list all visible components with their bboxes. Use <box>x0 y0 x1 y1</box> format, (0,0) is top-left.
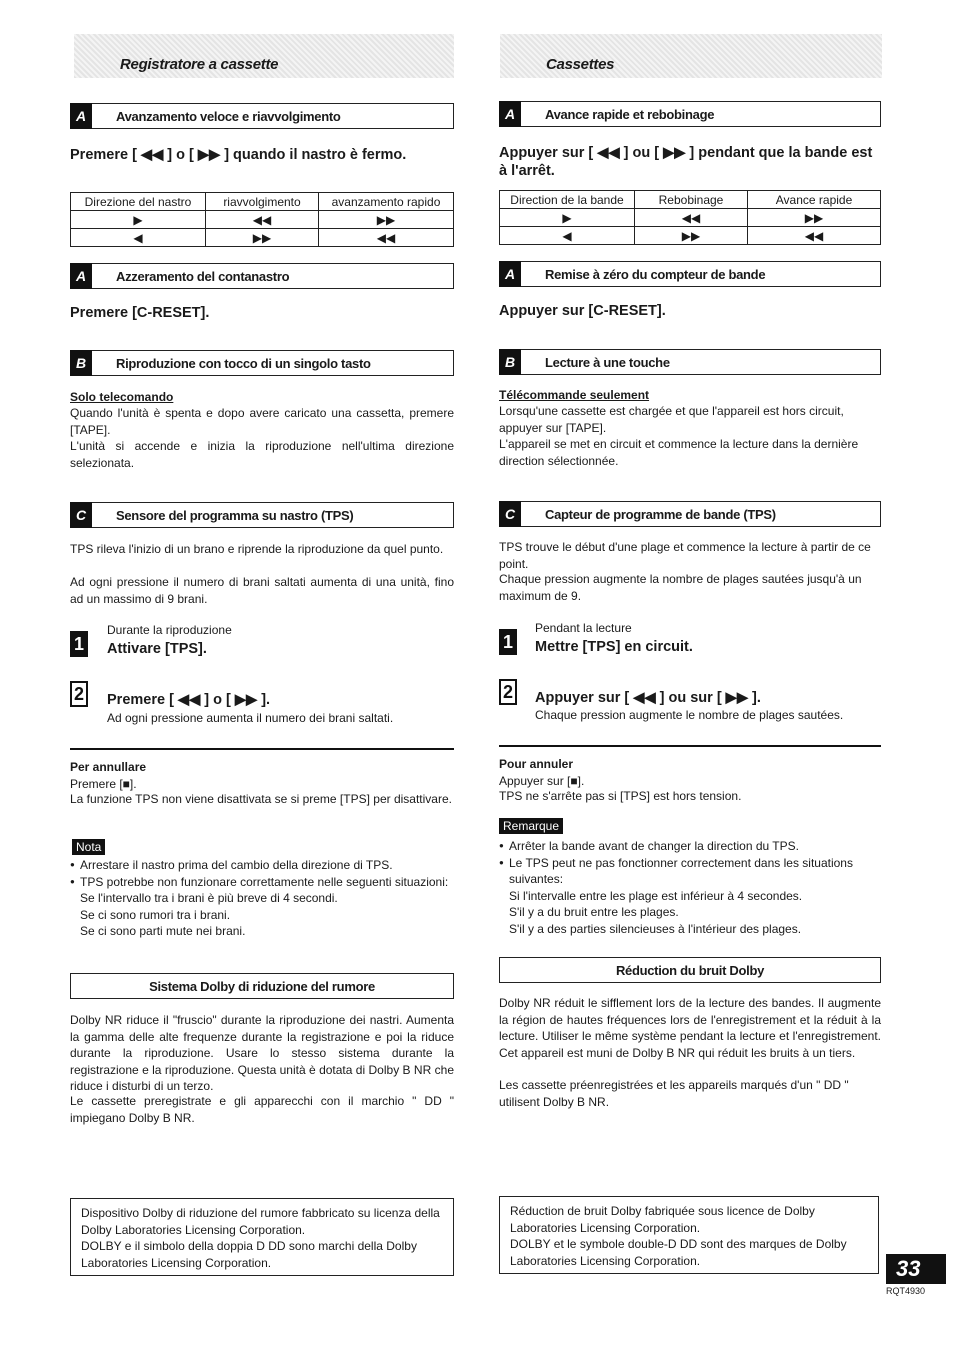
section-letter: A <box>499 261 521 287</box>
list-item: Se ci sono rumori tra i brani. <box>80 907 231 922</box>
dolby-header-it <box>70 973 454 999</box>
step-2-marker: 2 <box>499 679 517 705</box>
step-1-marker: 1 <box>70 631 88 657</box>
remote-only-label-it: Solo telecomando <box>70 390 174 404</box>
step-1-text-it: Attivare [TPS]. <box>107 641 207 657</box>
list-item: Si l'intervalle entre les plage est inférieur à 4 secondes. <box>509 888 803 903</box>
cancel-1-it: Premere [■]. <box>70 777 137 791</box>
table-cell: ◀◀ <box>319 229 454 247</box>
section-letter: A <box>70 263 92 289</box>
license-text-2: DOLBY e il simbolo della doppia D DD sono marchi della Dolby Laboratories Licensing Corporation. <box>81 1239 417 1270</box>
section-letter: A <box>499 101 521 127</box>
section-title: Sistema Dolby di riduzione del rumore <box>149 979 375 994</box>
notes-list-fr <box>499 838 883 937</box>
remote-only-label-fr: Télécommande seulement <box>499 388 650 402</box>
paragraph-c1-fr: TPS trouve le début d'une plage et commence la lecture à partir de ce point. <box>499 540 871 571</box>
dolby-text-it: Dolby NR riduce il "fruscio" durante la riproduzione dei nastri. Aumenta la gamma delle alte frequenze durante la registrazione e poi la riduce durante la riproduzione. Usare lo stesso sistema durante la registrazione e la riproduzione. Questa unità è dotata di Dolby B NR che riduce i disturbi di un terzo. <box>70 1013 454 1093</box>
list-item: S'il y a des parties silencieuses à l'intérieur des plages. <box>509 921 802 936</box>
table-header: Rebobinage <box>635 191 748 209</box>
list-item: ● Le TPS peut ne pas fonctionner correctement dans les situations suivantes: <box>499 855 883 888</box>
step-2-note-fr: Chaque pression augmente le nombre de plages sautées. <box>535 708 844 722</box>
divider-fr <box>499 745 881 747</box>
section-header-b-fr <box>499 349 881 375</box>
table-header: riavvolgimento <box>206 193 319 211</box>
cancel-2-it: La funzione TPS non viene disattivata se si preme [TPS] per disattivare. <box>70 792 452 806</box>
banner-title-it: Registratore a cassette <box>120 56 279 73</box>
cancel-title-fr: Pour annuler <box>499 757 574 771</box>
section-title: Azzeramento del contanastro <box>116 269 290 284</box>
list-item: ● Arrêter la bande avant de changer la direction du TPS. <box>499 838 883 855</box>
license-text: Dispositivo Dolby di riduzione del rumore fabbricato su licenza della Dolby Laboratories Licensing Corporation. <box>81 1206 440 1237</box>
section-letter: B <box>70 350 92 376</box>
table-row <box>500 209 881 227</box>
direction-table-it <box>70 192 454 247</box>
banner-title-fr: Cassettes <box>546 56 615 73</box>
step-1-note-fr: Pendant la lecture <box>535 621 632 635</box>
paragraph-c2-fr: Chaque pression augmente la nombre de plages sautées jusqu'à un maximum de 9. <box>499 572 862 603</box>
table-cell: ▶ <box>71 211 206 229</box>
table-header: avanzamento rapido <box>319 193 454 211</box>
section-title: Avanzamento veloce e riavvolgimento <box>116 109 341 124</box>
dolby-text2-it: Le cassette preregistrate e gli apparecchi con il marchio " DD " impiegano Dolby B NR. <box>70 1094 454 1125</box>
table-cell: ◀ <box>71 229 206 247</box>
dolby-text2-fr: Les cassette préenregistrées et les appareils marqués d'un " DD " utilisent Dolby B NR. <box>499 1078 849 1109</box>
section-letter: A <box>70 103 92 129</box>
table-cell: ◀◀ <box>748 227 881 245</box>
paragraph-b1-it: Quando l'unità è spenta e dopo avere caricato una cassetta, premere [TAPE]. <box>70 406 454 437</box>
section-header-a1-fr <box>499 101 881 127</box>
paragraph-c2-it: Ad ogni pressione il numero di brani saltati aumenta di una unità, fino ad un massimo di 9 brani. <box>70 575 454 606</box>
table-cell: ▶▶ <box>635 227 748 245</box>
dolby-header-fr <box>499 957 881 983</box>
table-cell: ▶▶ <box>206 229 319 247</box>
section-header-c-it <box>70 502 454 528</box>
table-cell: ▶ <box>500 209 635 227</box>
section-header-b-it <box>70 350 454 376</box>
document-code: RQT4930 <box>886 1286 926 1296</box>
step-2-marker: 2 <box>70 681 88 707</box>
step-1-marker: 1 <box>499 629 517 655</box>
section-header-c-fr <box>499 501 881 527</box>
instruction-a1-it: Premere [ ◀◀ ] o [ ▶▶ ] quando il nastro è fermo. <box>70 147 407 163</box>
cancel-2-fr: TPS ne s'arrête pas si [TPS] est hors tension. <box>499 789 742 803</box>
step-2-note-it: Ad ogni pressione aumenta il numero dei brani saltati. <box>107 711 394 725</box>
step-1-note-it: Durante la riproduzione <box>107 623 232 637</box>
table-header-row <box>500 191 881 209</box>
instruction-a1-fr: Appuyer sur [ ◀◀ ] ou [ ▶▶ ] pendant que la bande est à l'arrêt. <box>499 145 873 179</box>
banner-it <box>74 34 454 78</box>
section-letter: C <box>70 502 92 528</box>
list-item: Se ci sono parti mute nei brani. <box>80 924 246 938</box>
dolby-text-fr: Dolby NR réduit le sifflement lors de la lecture des bandes. Il augmente la région de hautes fréquences lors de l'enregistrement et la réduit à la lecture. Utiliser le même système pendant la lecture et l'enregistrement. Cet appareil est muni de Dolby B NR qui réduit les bruits à un tiers. <box>499 996 881 1060</box>
note-label-it <box>72 838 105 856</box>
paragraph-b2-fr: L'appareil se met en circuit et commence la lecture dans la dernière direction sélectionnée. <box>499 437 859 468</box>
note-label: Remarque <box>499 818 563 834</box>
list-item: S'il y a du bruit entre les plages. <box>509 905 679 919</box>
direction-table-fr <box>499 190 881 245</box>
section-header-a1-it <box>70 103 454 129</box>
table-cell: ◀◀ <box>635 209 748 227</box>
license-box-fr <box>499 1196 879 1274</box>
section-title: Riproduzione con tocco di un singolo tasto <box>116 356 371 371</box>
notes-list-it <box>70 857 454 940</box>
instruction-a2-it: Premere [C-RESET]. <box>70 305 210 321</box>
section-title: Sensore del programma su nastro (TPS) <box>116 508 354 523</box>
step-2-text-it: Premere [ ◀◀ ] o [ ▶▶ ]. <box>107 692 271 708</box>
table-cell: ◀ <box>500 227 635 245</box>
instruction-a2-fr: Appuyer sur [C-RESET]. <box>499 303 666 319</box>
list-item: Se l'intervallo tra i brani è più breve di 4 secondi. <box>80 891 338 905</box>
section-title: Remise à zéro du compteur de bande <box>545 267 766 282</box>
section-title: Lecture à une touche <box>545 355 670 370</box>
cancel-title-it: Per annullare <box>70 760 147 774</box>
section-title: Avance rapide et rebobinage <box>545 107 715 122</box>
license-text: Réduction de bruit Dolby fabriquée sous licence de Dolby Laboratories Licensing Corporation. <box>510 1204 815 1235</box>
page-number: 33 <box>886 1254 946 1284</box>
cancel-1-fr: Appuyer sur [■]. <box>499 774 585 788</box>
section-letter: C <box>499 501 521 527</box>
table-row <box>500 227 881 245</box>
license-text-2: DOLBY et le symbole double-D DD sont des marques de Dolby Laboratories Licensing Corporation. <box>510 1237 847 1268</box>
table-cell: ▶▶ <box>319 211 454 229</box>
note-label: Nota <box>72 839 105 855</box>
section-title: Capteur de programme de bande (TPS) <box>545 507 776 522</box>
table-header-row <box>71 193 454 211</box>
list-item: ● Arrestare il nastro prima del cambio della direzione di TPS. <box>70 857 454 874</box>
table-cell: ▶▶ <box>748 209 881 227</box>
table-cell: ◀◀ <box>206 211 319 229</box>
table-row <box>71 211 454 229</box>
table-header: Avance rapide <box>748 191 881 209</box>
section-header-a2-it <box>70 263 454 289</box>
banner-fr <box>500 34 882 78</box>
step-1-text-fr: Mettre [TPS] en circuit. <box>535 639 693 655</box>
table-header: Direzione del nastro <box>71 193 206 211</box>
paragraph-b2-it: L'unità si accende e inizia la riproduzione nell'ultima direzione selezionata. <box>70 439 454 470</box>
section-title: Réduction du bruit Dolby <box>615 963 765 978</box>
table-row <box>71 229 454 247</box>
step-2-text-fr: Appuyer sur [ ◀◀ ] ou sur [ ▶▶ ]. <box>535 690 761 706</box>
list-item: ● TPS potrebbe non funzionare correttamente nelle seguenti situazioni: <box>70 874 454 891</box>
divider-it <box>70 748 454 750</box>
paragraph-c1-it: TPS rileva l'inizio di un brano e riprende la riproduzione da quel punto. <box>70 542 444 556</box>
paragraph-b1-fr: Lorsqu'une cassette est chargée et que l'appareil est hors circuit, appuyer sur [TAPE]. <box>499 404 844 435</box>
section-letter: B <box>499 349 521 375</box>
table-header: Direction de la bande <box>500 191 635 209</box>
section-header-a2-fr <box>499 261 881 287</box>
note-label-fr <box>499 817 563 835</box>
license-box-it <box>70 1198 454 1276</box>
